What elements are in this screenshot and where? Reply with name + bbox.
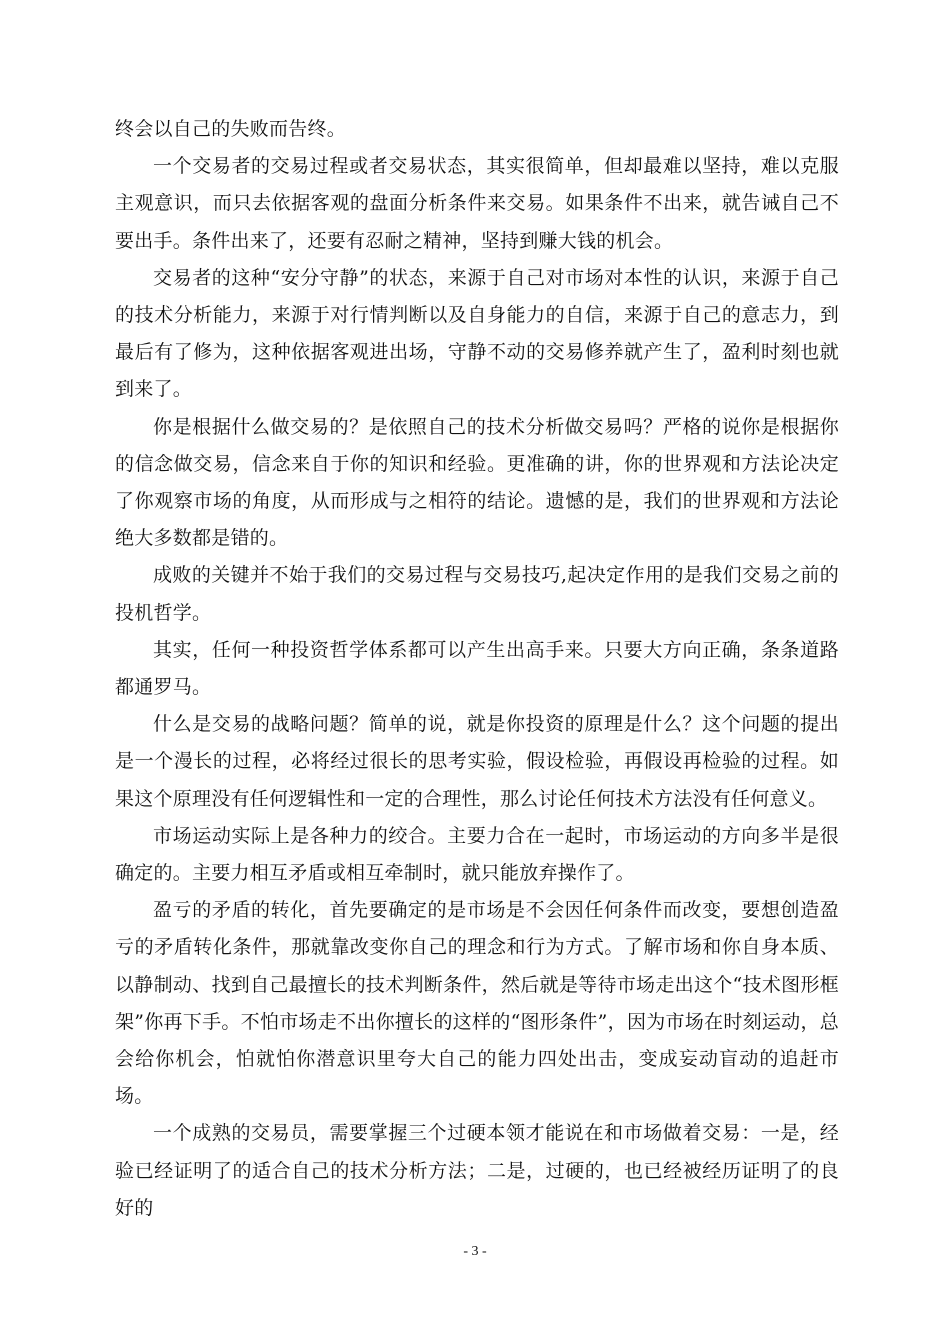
paragraph: 一个交易者的交易过程或者交易状态，其实很简单，但却最难以坚持，难以克服主观意识，而只去依据客观的盘面分析条件来交易。如果条件不出来，就告诫自己不要出手。条件出来了，还要有忍耐之精神，坚持到赚大钱的机会。 [115, 155, 839, 252]
paragraph: 交易者的这种“安分守静”的状态，来源于自己对市场对本性的认识，来源于自己的技术分析能力，来源于对行情判断以及自身能力的自信，来源于自己的意志力，到最后有了修为，这种依据客观进出场，守静不动的交易修养就产生了，盈利时刻也就到来了。 [115, 266, 839, 401]
paragraph-continuation: 终会以自己的失败而告终。 [115, 118, 347, 140]
body-text [115, 111, 839, 1227]
paragraph: 盈亏的矛盾的转化，首先要确定的是市场是不会因任何条件而改变，要想创造盈亏的矛盾转化条件，那就靠改变你自己的理念和行为方式。了解市场和你自身本质、以静制动、找到自己最擅长的技术判断条件，然后就是等待市场走出这个“技术图形框架”你再下手。不怕市场走不出你擅长的这样的“图形条件”，因为市场在时刻运动，总会给你机会，怕就怕你潜意识里夸大自己的能力四处出击，变成妄动盲动的追赶市场。 [115, 899, 839, 1108]
paragraph: 一个成熟的交易员，需要掌握三个过硬本领才能说在和市场做着交易：一是，经验已经证明了的适合自己的技术分析方法；二是，过硬的，也已经被经历证明了的良好的 [115, 1122, 839, 1219]
paragraph: 你是根据什么做交易的？是依照自己的技术分析做交易吗？严格的说你是根据你的信念做交易，信念来自于你的知识和经验。更准确的讲，你的世界观和方法论决定了你观察市场的角度，从而形成与之相符的结论。遗憾的是，我们的世界观和方法论绝大多数都是错的。 [115, 415, 839, 550]
page-number: - 3 - [463, 1244, 487, 1259]
paragraph: 什么是交易的战略问题？简单的说，就是你投资的原理是什么？这个问题的提出是一个漫长的过程，必将经过很长的思考实验，假设检验，再假设再检验的过程。如果这个原理没有任何逻辑性和一定的合理性，那么讨论任何技术方法没有任何意义。 [115, 713, 839, 810]
paragraph: 其实，任何一种投资哲学体系都可以产生出高手来。只要大方向正确，条条道路都通罗马。 [115, 638, 839, 699]
paragraph: 市场运动实际上是各种力的绞合。主要力合在一起时，市场运动的方向多半是很确定的。主要力相互矛盾或相互牵制时，就只能放弃操作了。 [115, 824, 839, 885]
paragraph: 成败的关键并不始于我们的交易过程与交易技巧,起决定作用的是我们交易之前的投机哲学。 [115, 564, 839, 624]
